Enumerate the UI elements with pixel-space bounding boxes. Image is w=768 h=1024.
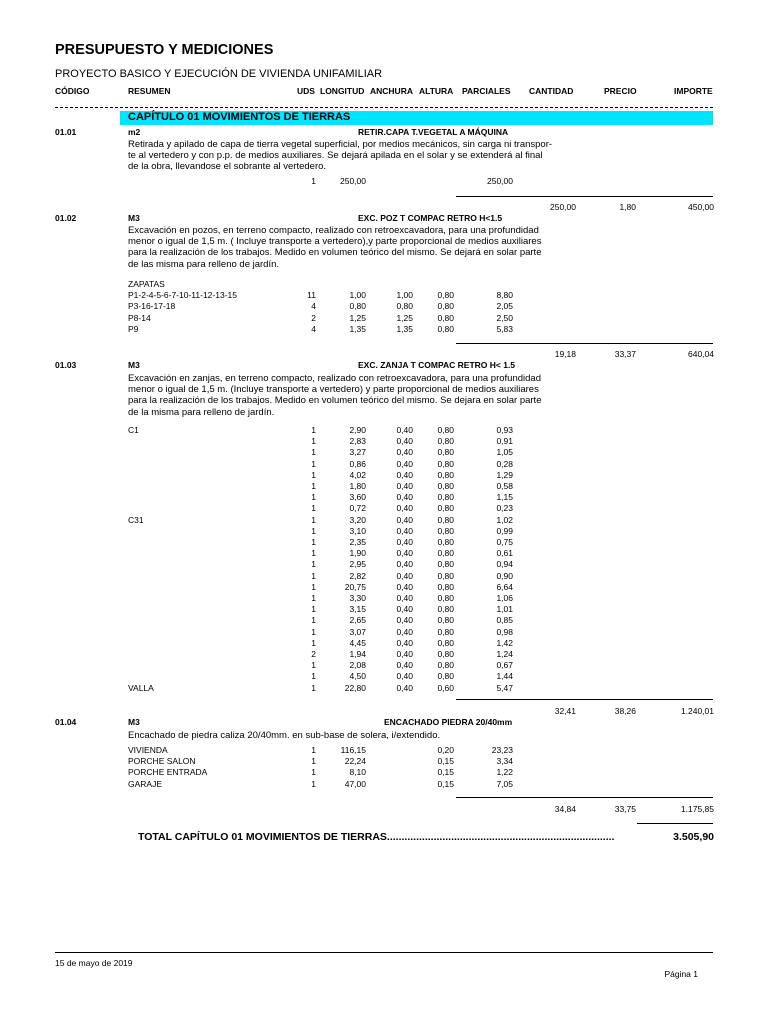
cell-uds: 1: [311, 436, 316, 447]
parciales-subtotal-rule: [456, 343, 713, 344]
measurement-row: [0, 627, 768, 638]
cell-parciales: 5,83: [496, 323, 513, 334]
item-cantidad: 32,41: [554, 706, 576, 716]
item-short-description: ENCACHADO PIEDRA 20/40mm: [384, 717, 513, 727]
measurement-row: [0, 481, 768, 492]
measurement-row: [0, 649, 768, 660]
cell-anchura: 0,40: [396, 570, 413, 581]
cell-anchura: 0,40: [396, 559, 413, 570]
page-number: Página 1: [664, 969, 698, 979]
cell-parciales: 5,47: [496, 682, 513, 693]
item-short-description: EXC. POZ T COMPAC RETRO H<1.5: [358, 213, 503, 223]
cell-uds: 1: [311, 570, 316, 581]
cell-altura: 0,80: [437, 660, 454, 671]
item-unit: M3: [128, 360, 140, 370]
item-code: 01.03: [55, 360, 77, 370]
cell-parciales: 0,85: [496, 615, 513, 626]
cell-altura: 0,80: [437, 481, 454, 491]
parciales-subtotal-rule: [456, 797, 713, 798]
cell-label: C1: [128, 425, 139, 435]
cell-parciales: 1,05: [496, 447, 513, 458]
description-line: de la obra, llevandose el sobrante al vertedero.: [128, 161, 327, 173]
cell-longitud: 116,15: [340, 745, 366, 755]
cell-parciales: 0,90: [496, 570, 513, 581]
item-cantidad: 34,84: [554, 804, 576, 814]
measurement-row: [0, 756, 768, 767]
cell-longitud: 250,00: [340, 176, 366, 186]
measurement-row: [0, 470, 768, 481]
cell-parciales: 2,05: [496, 301, 513, 312]
item-description: [128, 139, 558, 173]
cell-uds: 1: [311, 458, 316, 469]
cell-parciales: 6,64: [496, 581, 513, 592]
cell-parciales: 0,94: [496, 559, 513, 570]
col-altura: ALTURA: [419, 86, 454, 96]
description-line: de las misma para relleno de jardín.: [128, 258, 280, 270]
cell-anchura: 1,00: [396, 290, 413, 301]
cell-label: P1-2-4-5-6-7-10-11-12-13-15: [128, 290, 237, 301]
cell-uds: 1: [311, 481, 316, 491]
cell-anchura: 0,40: [396, 458, 413, 469]
description-line: para la realización de los trabajos. Medido en volumen teórico del mismo. Se dejará en solar parte: [128, 247, 542, 259]
cell-uds: 1: [311, 604, 316, 615]
cell-anchura: 0,40: [396, 425, 413, 435]
description-line: te al vertedero y con p.p. de medios auxiliares. Se dejará apilada en el solar y se extenderá al final: [128, 150, 543, 162]
measurement-row: [0, 604, 768, 615]
cell-longitud: 2,35: [349, 537, 366, 547]
measurement-row: [0, 548, 768, 559]
item-description: [128, 225, 558, 270]
measurement-row: [0, 526, 768, 537]
cell-altura: 0,80: [437, 525, 454, 536]
measurement-row: [0, 279, 768, 290]
cell-uds: 1: [311, 682, 316, 693]
cell-anchura: 0,40: [396, 649, 413, 659]
cell-longitud: 2,83: [349, 436, 366, 447]
measurement-row: [0, 660, 768, 671]
cell-anchura: 0,40: [396, 593, 413, 603]
cell-altura: 0,80: [437, 593, 454, 603]
cell-parciales: 0,23: [496, 503, 513, 514]
item-description: [128, 730, 558, 741]
item-unit: M3: [128, 717, 140, 727]
measurement-row: [0, 683, 768, 694]
cell-parciales: 1,06: [496, 593, 513, 603]
cell-label: VIVIENDA: [128, 745, 168, 755]
col-importe: IMPORTE: [674, 86, 713, 96]
cell-uds: 2: [311, 312, 316, 323]
measurement-row: [0, 492, 768, 503]
measurement-row: [0, 745, 768, 756]
measurement-row: [0, 425, 768, 436]
project-name: PROYECTO BASICO Y EJECUCIÓN DE VIVIENDA UNIFAMILIAR: [55, 68, 383, 80]
cell-altura: 0,80: [437, 312, 454, 323]
measurement-row: [0, 290, 768, 301]
cell-altura: 0,80: [437, 447, 454, 458]
cell-label: VALLA: [128, 682, 154, 693]
cell-uds: 1: [311, 447, 316, 458]
cell-longitud: 22,24: [344, 756, 366, 767]
cell-longitud: 1,35: [349, 323, 366, 334]
cell-longitud: 1,00: [349, 290, 366, 301]
cell-altura: 0,80: [437, 671, 454, 682]
cell-altura: 0,80: [437, 537, 454, 547]
cell-uds: 1: [311, 593, 316, 603]
cell-label: ZAPATAS: [128, 279, 165, 289]
parciales-subtotal-rule: [456, 196, 713, 197]
chapter-title: CAPÍTULO 01 MOVIMIENTOS DE TIERRAS: [128, 111, 351, 123]
cell-parciales: 1,15: [496, 492, 513, 503]
measurement-row: [0, 779, 768, 790]
grand-total-value: 3.505,90: [673, 831, 714, 843]
cell-longitud: 3,10: [349, 525, 366, 536]
cell-uds: 1: [311, 176, 316, 186]
measurement-row: [0, 301, 768, 312]
measurement-row: [0, 324, 768, 335]
footer-divider: [55, 952, 713, 953]
item-unit: m2: [128, 127, 141, 137]
cell-altura: 0,80: [437, 301, 454, 312]
cell-uds: 1: [311, 581, 316, 592]
cell-uds: 2: [311, 649, 316, 659]
cell-altura: 0,20: [437, 745, 454, 755]
cell-parciales: 3,34: [496, 756, 513, 767]
cell-altura: 0,80: [437, 492, 454, 503]
item-unit: M3: [128, 213, 140, 223]
cell-altura: 0,80: [437, 458, 454, 469]
item-precio: 33,37: [614, 349, 636, 359]
cell-longitud: 1,94: [349, 649, 366, 659]
cell-uds: 1: [311, 559, 316, 570]
cell-anchura: 0,40: [396, 436, 413, 447]
cell-label: P8-14: [128, 312, 151, 323]
cell-parciales: 0,93: [496, 425, 513, 435]
cell-uds: 1: [311, 492, 316, 503]
cell-longitud: 8,10: [349, 767, 366, 778]
cell-uds: 1: [311, 660, 316, 671]
cell-label: C31: [128, 514, 144, 525]
cell-longitud: 0,86: [349, 458, 366, 469]
description-line: menor o igual de 1,5 m. ( Incluye transporte a vertedero),y parte proporcional de medios auxiliares: [128, 236, 542, 248]
cell-uds: 1: [311, 767, 316, 778]
cell-longitud: 2,95: [349, 559, 366, 570]
cell-altura: 0,80: [437, 290, 454, 301]
cell-parciales: 0,98: [496, 626, 513, 637]
item-importe: 640,04: [688, 349, 714, 359]
cell-altura: 0,80: [437, 503, 454, 514]
item-code: 01.01: [55, 127, 77, 137]
cell-label: PORCHE SALON: [128, 756, 196, 767]
cell-anchura: 0,40: [396, 660, 413, 671]
cell-altura: 0,80: [437, 514, 454, 525]
measurement-row: [0, 515, 768, 526]
cell-parciales: 0,28: [496, 458, 513, 469]
cell-altura: 0,80: [437, 323, 454, 334]
cell-uds: 1: [311, 525, 316, 536]
item-short-description: RETIR.CAPA T.VEGETAL A MÁQUINA: [358, 127, 509, 137]
measurement-row: [0, 559, 768, 570]
measurement-row: [0, 503, 768, 514]
cell-longitud: 22,80: [344, 682, 366, 693]
grand-total-rule: [637, 823, 713, 824]
cell-label: P3-16-17-18: [128, 301, 176, 312]
cell-longitud: 4,45: [349, 637, 366, 648]
measurement-row: [0, 436, 768, 447]
cell-anchura: 0,40: [396, 637, 413, 648]
cell-longitud: 3,27: [349, 447, 366, 458]
cell-altura: 0,80: [437, 649, 454, 659]
cell-anchura: 0,40: [396, 525, 413, 536]
cell-anchura: 0,40: [396, 503, 413, 514]
cell-anchura: 0,40: [396, 548, 413, 559]
cell-parciales: 1,29: [496, 469, 513, 480]
cell-parciales: 0,67: [496, 660, 513, 671]
col-longitud: LONGITUD: [320, 86, 365, 96]
cell-longitud: 3,30: [349, 593, 366, 603]
cell-uds: 1: [311, 615, 316, 626]
cell-parciales: 1,01: [496, 604, 513, 615]
description-line: Encachado de piedra caliza 20/40mm. en sub-base de solera, i/extendido.: [128, 730, 441, 741]
cell-parciales: 0,99: [496, 525, 513, 536]
cell-uds: 11: [307, 290, 316, 301]
item-importe: 1.175,85: [680, 804, 714, 814]
measurement-row: [0, 313, 768, 324]
cell-anchura: 0,40: [396, 615, 413, 626]
cell-uds: 1: [311, 503, 316, 514]
cell-parciales: 1,22: [496, 767, 513, 778]
cell-uds: 1: [311, 778, 316, 789]
item-precio: 1,80: [619, 202, 636, 212]
cell-longitud: 3,07: [349, 626, 366, 637]
cell-altura: 0,80: [437, 570, 454, 581]
cell-altura: 0,80: [437, 604, 454, 615]
cell-longitud: 3,15: [349, 604, 366, 615]
cell-anchura: 0,40: [396, 514, 413, 525]
cell-altura: 0,80: [437, 436, 454, 447]
cell-uds: 1: [311, 425, 316, 435]
item-precio: 33,75: [614, 804, 636, 814]
cell-uds: 1: [311, 469, 316, 480]
document-title: PRESUPUESTO Y MEDICIONES: [55, 42, 274, 58]
cell-anchura: 1,35: [396, 323, 413, 334]
cell-uds: 1: [311, 548, 316, 559]
measurement-row: [0, 671, 768, 682]
item-cantidad: 250,00: [550, 202, 576, 212]
measurement-row: [0, 459, 768, 470]
cell-parciales: 1,44: [496, 671, 513, 682]
cell-anchura: 0,40: [396, 492, 413, 503]
cell-parciales: 8,80: [496, 290, 513, 301]
cell-altura: 0,15: [437, 756, 454, 767]
cell-parciales: 1,24: [496, 649, 513, 659]
cell-parciales: 0,58: [496, 481, 513, 491]
cell-anchura: 0,40: [396, 671, 413, 682]
cell-parciales: 1,02: [496, 514, 513, 525]
cell-longitud: 2,08: [349, 660, 366, 671]
description-line: de la misma para relleno de jardín.: [128, 406, 275, 418]
cell-altura: 0,80: [437, 581, 454, 592]
cell-anchura: 0,40: [396, 581, 413, 592]
cell-uds: 1: [311, 637, 316, 648]
cell-uds: 1: [311, 745, 316, 755]
measurement-row: [0, 582, 768, 593]
measurement-row: [0, 176, 768, 187]
item-importe: 1.240,01: [680, 706, 714, 716]
cell-longitud: 4,02: [349, 469, 366, 480]
cell-altura: 0,80: [437, 626, 454, 637]
cell-longitud: 0,72: [349, 503, 366, 514]
cell-anchura: 1,25: [396, 312, 413, 323]
measurement-row: [0, 593, 768, 604]
col-cantidad: CANTIDAD: [529, 86, 574, 96]
cell-longitud: 4,50: [349, 671, 366, 682]
cell-longitud: 1,25: [349, 312, 366, 323]
cell-label: GARAJE: [128, 778, 163, 789]
cell-uds: 1: [311, 756, 316, 767]
measurement-row: [0, 767, 768, 778]
item-short-description: EXC. ZANJA T COMPAC RETRO H< 1.5: [358, 360, 516, 370]
cell-anchura: 0,40: [396, 469, 413, 480]
item-importe: 450,00: [688, 202, 714, 212]
cell-longitud: 1,80: [349, 481, 366, 491]
cell-parciales: 23,23: [491, 745, 513, 755]
cell-altura: 0,80: [437, 637, 454, 648]
description-line: Retirada y apilado de capa de tierra vegetal superficial, por medios mecánicos, sin carga ni transpor-: [128, 139, 553, 150]
item-code: 01.04: [55, 717, 77, 727]
cell-anchura: 0,40: [396, 481, 413, 491]
cell-label: P9: [128, 323, 139, 334]
cell-altura: 0,80: [437, 469, 454, 480]
cell-uds: 1: [311, 671, 316, 682]
header-divider: [55, 107, 713, 108]
cell-longitud: 3,60: [349, 492, 366, 503]
cell-anchura: 0,80: [396, 301, 413, 312]
cell-altura: 0,15: [437, 767, 454, 778]
cell-longitud: 1,90: [349, 548, 366, 559]
cell-parciales: 7,05: [496, 778, 513, 789]
cell-parciales: 250,00: [487, 176, 513, 186]
item-precio: 38,26: [614, 706, 636, 716]
cell-parciales: 0,61: [496, 548, 513, 559]
description-line: Excavación en zanjas, en terreno compacto, realizado con retroexcavadora, para una profundidad: [128, 373, 541, 384]
cell-anchura: 0,40: [396, 682, 413, 693]
col-uds: UDS: [297, 86, 315, 96]
cell-label: PORCHE ENTRADA: [128, 767, 208, 778]
cell-longitud: 20,75: [344, 581, 366, 592]
col-codigo: CÓDIGO: [55, 86, 90, 96]
cell-anchura: 0,40: [396, 537, 413, 547]
cell-altura: 0,80: [437, 615, 454, 626]
description-line: Excavación en pozos, en terreno compacto, realizado con retroexcavadora, para una profundidad: [128, 225, 539, 236]
cell-altura: 0,80: [437, 548, 454, 559]
measurement-row: [0, 447, 768, 458]
col-anchura: ANCHURA: [370, 86, 413, 96]
cell-uds: 1: [311, 537, 316, 547]
cell-uds: 1: [311, 514, 316, 525]
item-description: [128, 373, 558, 418]
measurement-row: [0, 638, 768, 649]
cell-anchura: 0,40: [396, 604, 413, 615]
cell-parciales: 2,50: [496, 312, 513, 323]
parciales-subtotal-rule: [456, 699, 713, 700]
cell-longitud: 3,20: [349, 514, 366, 525]
col-parciales: PARCIALES: [462, 86, 511, 96]
cell-longitud: 2,82: [349, 570, 366, 581]
cell-altura: 0,80: [437, 559, 454, 570]
cell-parciales: 0,75: [496, 537, 513, 547]
measurement-row: [0, 537, 768, 548]
description-line: menor o igual de 1,5 m. (Incluye transporte a vertedero) y parte proporcional de medios auxiliares: [128, 384, 539, 396]
cell-altura: 0,15: [437, 778, 454, 789]
cell-altura: 0,60: [437, 682, 454, 693]
item-cantidad: 19,18: [554, 349, 576, 359]
footer-date: 15 de mayo de 2019: [55, 958, 133, 968]
description-line: para la realización de los trabajos. Medido en volumen teórico del mismo. Se dejara en solar parte: [128, 395, 542, 407]
cell-uds: 4: [311, 301, 316, 312]
cell-anchura: 0,40: [396, 626, 413, 637]
cell-longitud: 0,80: [349, 301, 366, 312]
cell-longitud: 2,90: [349, 425, 366, 435]
cell-parciales: 1,42: [496, 637, 513, 648]
cell-anchura: 0,40: [396, 447, 413, 458]
measurement-row: [0, 615, 768, 626]
col-precio: PRECIO: [604, 86, 637, 96]
cell-longitud: 2,65: [349, 615, 366, 626]
cell-longitud: 47,00: [344, 778, 366, 789]
cell-altura: 0,80: [437, 425, 454, 435]
col-resumen: RESUMEN: [128, 86, 171, 96]
cell-uds: 1: [311, 626, 316, 637]
item-code: 01.02: [55, 213, 77, 223]
cell-parciales: 0,91: [496, 436, 513, 447]
cell-uds: 4: [311, 323, 316, 334]
grand-total-label: TOTAL CAPÍTULO 01 MOVIMIENTOS DE TIERRAS..............................................................................: [138, 831, 615, 843]
measurement-row: [0, 571, 768, 582]
